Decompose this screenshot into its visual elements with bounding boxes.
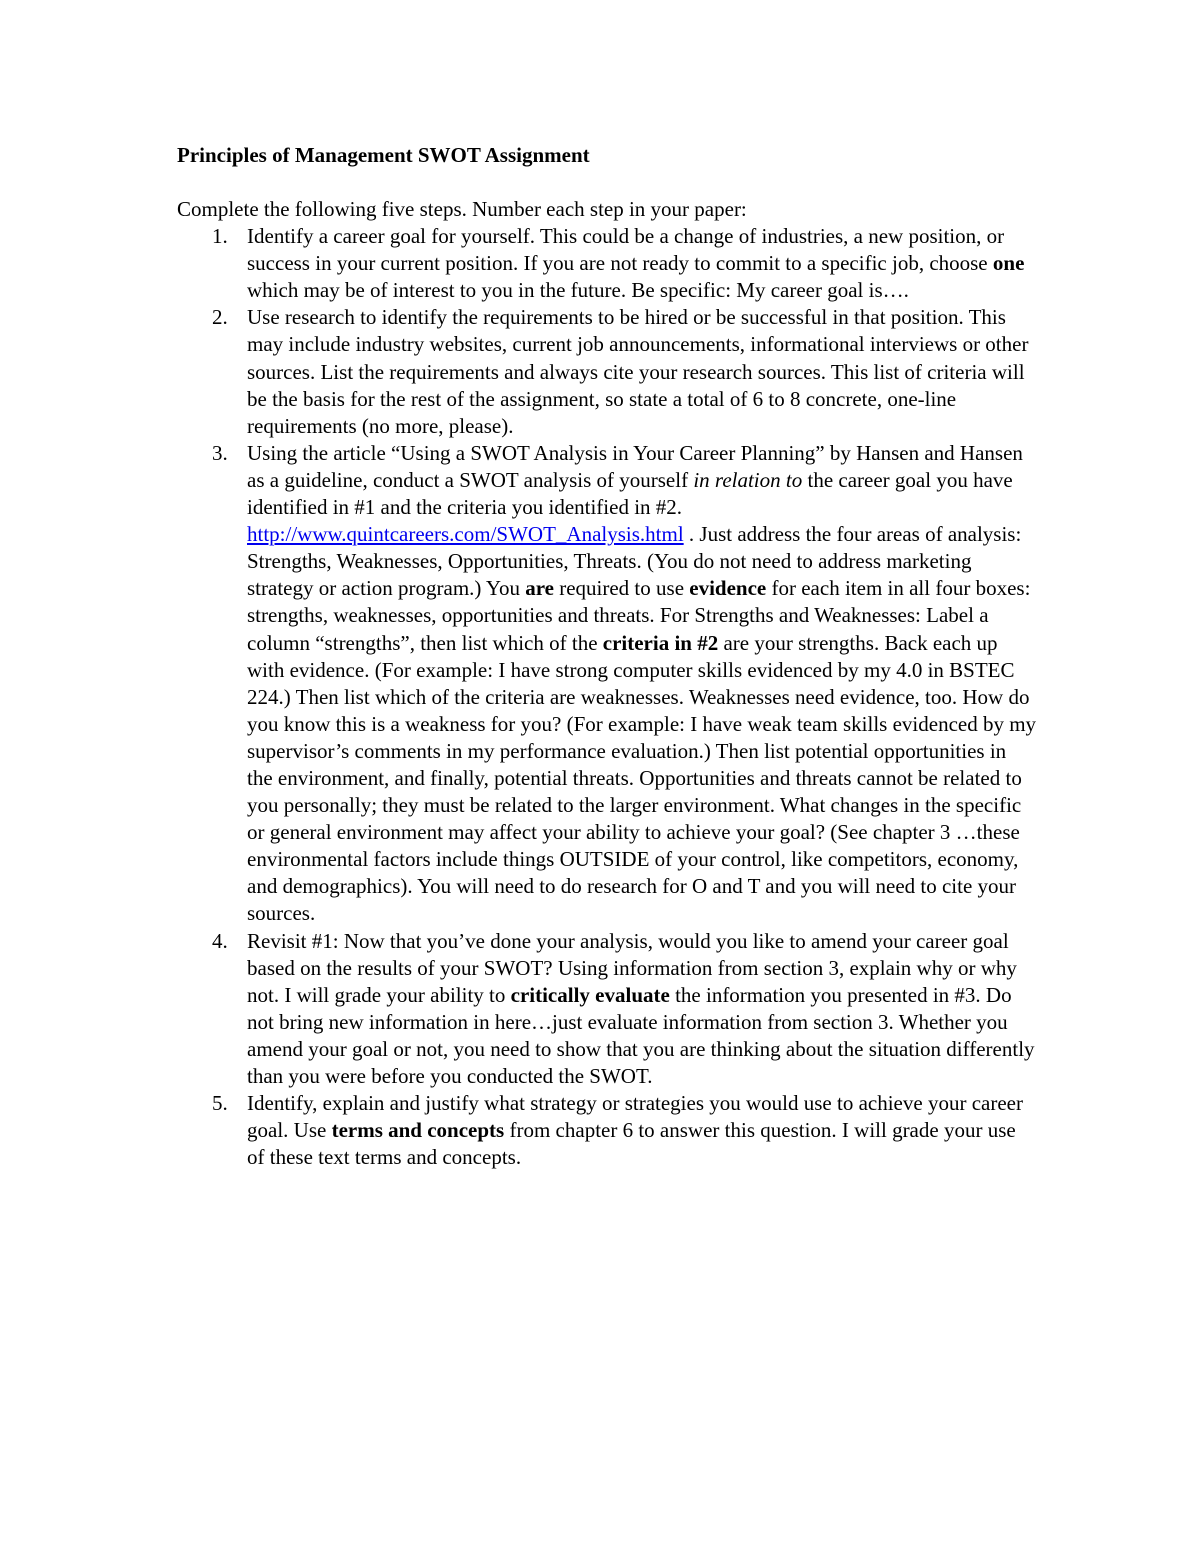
document-title: Principles of Management SWOT Assignment: [177, 143, 590, 167]
step-number: 5.: [212, 1091, 228, 1116]
italic-text: in relation to: [693, 467, 803, 492]
step-1: [177, 223, 1037, 304]
emphasis-text: one: [992, 251, 1025, 276]
step-number: 3.: [212, 440, 228, 465]
step-text: required to use: [553, 576, 690, 601]
steps-list: [177, 223, 1037, 1171]
emphasis-text: criteria in #2: [602, 630, 719, 655]
step-text: Revisit #1: Now that you’ve done your analysis, would you like to amend your career goal based on the results of your SWOT? Using information from section 3, explain why or why not. I will grade your ability to: [247, 928, 1017, 1007]
swot-article-link[interactable]: http://www.quintcareers.com/SWOT_Analysis.html: [247, 522, 684, 547]
step-text: are your strengths. Back each up with evidence. (For example: I have strong computer skills evidenced by my 4.0 in BSTEC 224.) Then list which of the criteria are weaknesses. Weaknesses need evidence, too. How do you know this is a weakness for you? (For example: I have weak team skills evidenced by my supervisor’s comments in my performance evaluation.) Then list potential opportunities in the environment, and finally, potential threats. Opportunities and threats cannot be related to you personally; they must be related to the larger environment. What changes in the specific or general environment may affect your ability to achieve your goal? (See chapter 3 …these environmental factors include things OUTSIDE of your control, like competitors, economy, and demographics). You will need to do research for O and T and you will need to cite your sources.: [247, 630, 1037, 926]
step-text: the information you presented in #3. Do not bring new information in here…just evaluate information from section 3. Whether you amend your goal or not, you need to show that you are thinking about the situation differently than you were before you conducted the SWOT.: [247, 982, 1035, 1088]
emphasis-text: terms and concepts: [331, 1118, 505, 1143]
step-text: from chapter 6 to answer this question. I will grade your use of these text terms and concepts.: [247, 1118, 1016, 1170]
step-number: 4.: [212, 928, 228, 953]
step-text: which may be of interest to you in the future. Be specific: My career goal is….: [247, 278, 909, 303]
emphasis-text: critically evaluate: [510, 982, 670, 1007]
step-text: . Just address the four areas of analysis: Strengths, Weaknesses, Opportunities, Threats. (You do not need to address marketing strategy or action program.) You: [247, 522, 1022, 601]
step-text: Identify a career goal for yourself. This could be a change of industries, a new position, or success in your current position. If you are not ready to commit to a specific job, choose: [247, 224, 1005, 276]
intro-text: Complete the following five steps. Number each step in your paper:: [177, 197, 747, 221]
step-text: Identify, explain and justify what strategy or strategies you would use to achieve your career goal. Use: [247, 1091, 1023, 1143]
step-2: [177, 304, 1037, 439]
step-text: Use research to identify the requirements to be hired or be successful in that position. This may include industry websites, current job announcements, informational interviews or other sources. List the requirements and always cite your research sources. This list of criteria will be the basis for the rest of the assignment, so state a total of 6 to 8 concrete, one-line requirements (no more, please).: [247, 305, 1029, 438]
emphasis-text: are: [525, 576, 554, 601]
step-3: [177, 440, 1037, 928]
step-text: Using the article “Using a SWOT Analysis in Your Career Planning” by Hansen and Hansen as a guideline, conduct a SWOT analysis of yourself: [247, 440, 1023, 492]
document-body: [177, 142, 1037, 1171]
step-5: [177, 1090, 1037, 1171]
step-text: for each item in all four boxes: strengths, weaknesses, opportunities and threats. For Strengths and Weaknesses: Label a column “strengths”, then list which of the: [247, 576, 1031, 655]
step-number: 1.: [212, 224, 228, 249]
step-number: 2.: [212, 305, 228, 330]
step-4: [177, 928, 1037, 1091]
step-text: the career goal you have identified in #1 and the criteria you identified in #2.: [247, 467, 1013, 520]
emphasis-text: evidence: [689, 576, 767, 601]
